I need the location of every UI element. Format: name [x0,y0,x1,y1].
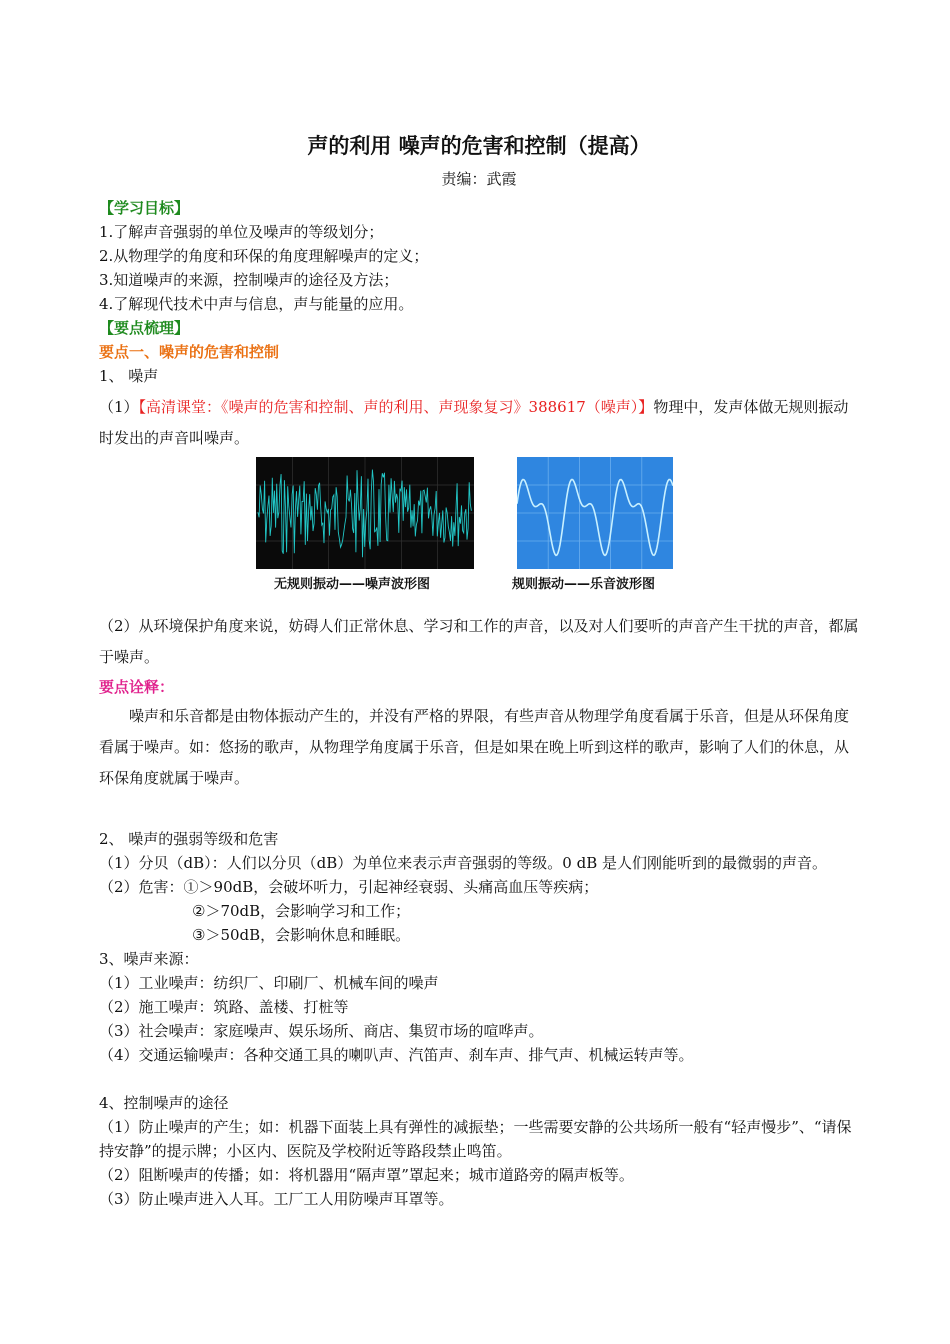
section2-heading: 2、 噪声的强弱等级和危害 [99,830,279,848]
section1-paragraph2: （2）从环境保护角度来说，妨碍人们正常休息、学习和工作的声音，以及对人们要听的声音产生干扰的声音，都属于噪声。 [99,617,859,666]
page-title: 声的利用 噪声的危害和控制（提高） [307,134,651,158]
objective-item: 2.从物理学的角度和环保的角度理解噪声的定义； [99,247,429,265]
paragraph-prefix: （1） [99,398,139,416]
note-heading: 要点诠释： [99,678,175,696]
section2-paragraph1: （1）分贝（dB）：人们以分贝（dB）为单位来表示声音强弱的等级。0 dB 是人们刚能听到的最微弱的声音。 [99,854,828,872]
point1-heading: 要点一、噪声的危害和控制 [99,343,280,361]
objective-item: 1.了解声音强弱的单位及噪声的等级划分； [99,223,384,241]
music-figure [512,457,673,592]
control-method: （2）阻断噪声的传播；如：将机器用“隔声罩”罩起来；城市道路旁的隔声板等。 [99,1166,634,1184]
summary-heading: 【要点梳理】 [99,319,190,337]
noise-source-item: （4）交通运输噪声：各种交通工具的喇叭声、汽笛声、刹车声、排气声、机械运转声等。 [99,1046,694,1064]
objectives-heading: 【学习目标】 [99,199,190,217]
waveform-figures [99,457,859,605]
paragraph-text: 物理中，发声体做无规则振动时发出的声音叫噪声。 [99,398,849,447]
noise-figure [256,457,474,592]
music-waveform-image [517,457,673,569]
noise-figure-caption: 无规则振动——噪声波形图 [274,577,431,592]
objective-item: 4.了解现代技术中声与信息，声与能量的应用。 [99,295,414,313]
note-paragraph: 噪声和乐音都是由物体振动产生的，并没有严格的界限，有些声音从物理学角度看属于乐音，但是从环保角度看属于噪声。如：悠扬的歌声，从物理学角度属于乐音，但是如果在晚上听到这样的歌声，影响了人们的休息，从环保角度就属于噪声。 [99,707,850,787]
section1-heading: 1、 噪声 [99,367,159,385]
hazard-line: ③＞50dB，会影响休息和睡眠。 [192,926,411,944]
noise-waveform-image [256,457,474,569]
hazard-line: ②＞70dB，会影响学习和工作； [192,902,411,920]
control-method: （1）防止噪声的产生；如：机器下面装上具有弹性的减振垫；一些需要安静的公共场所一般有“轻声慢步”、“请保持安静”的提示牌；小区内、医院及学校附近等路段禁止鸣笛。 [99,1118,852,1160]
editor-line: 责编：武霞 [441,170,517,188]
noise-source-item: （3）社会噪声：家庭噪声、娱乐场所、商店、集贸市场的喧哗声。 [99,1022,544,1040]
classroom-link[interactable]: 【高清课堂：《噪声的危害和控制、声的利用、声现象复习》388617（噪声）】 [138,398,654,416]
music-figure-caption: 规则振动——乐音波形图 [512,577,656,592]
section4-heading: 4、控制噪声的途径 [99,1094,229,1112]
objective-item: 3.知道噪声的来源，控制噪声的途径及方法； [99,271,399,289]
section1-paragraph1 [99,392,859,454]
control-method: （3）防止噪声进入人耳。工厂工人用防噪声耳罩等。 [99,1190,454,1208]
hazard-line: （2）危害：①＞90dB，会破坏听力，引起神经衰弱、头痛高血压等疾病； [99,878,599,896]
noise-source-item: （1）工业噪声：纺织厂、印刷厂、机械车间的噪声 [99,974,439,992]
noise-source-item: （2）施工噪声：筑路、盖楼、打桩等 [99,998,349,1016]
document-page [99,130,859,1211]
section3-heading: 3、噪声来源： [99,950,199,968]
